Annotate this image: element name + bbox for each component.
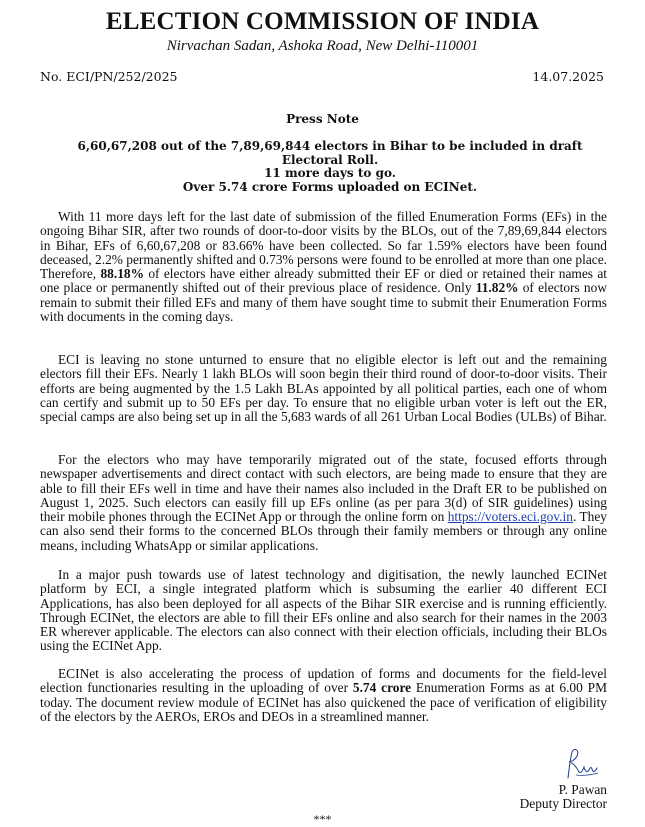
voters-portal-link[interactable]: https://voters.eci.gov.in [447, 509, 573, 525]
paragraph-1 [40, 210, 607, 324]
document-title: ELECTION COMMISSION OF INDIA [105, 8, 540, 35]
signatory-name: P. Pawan [558, 782, 607, 797]
paragraph-5-text-b: Enumeration Forms as at 6.00 PM today. The document review module of ECINet has also quickened the pace of verification of eligibility of the electors by the AEROs, EROs and DEOs in a streamlined manner. [40, 680, 607, 724]
paragraph-5 [40, 667, 607, 724]
paragraph-5-bold-figure: 5.74 crore [352, 680, 412, 696]
paragraph-1-text-c: of electors now remain to submit their filled EFs and many of them have sought time to submit their Enumeration Forms with documents in the coming days. [40, 280, 607, 325]
office-address: Nirvachan Sadan, Ashoka Road, New Delhi-110001 [166, 38, 479, 54]
headline-line-1: 6,60,67,208 out of the 7,89,69,844 electors in Bihar to be included in draft Electoral Roll. [77, 139, 583, 167]
document-date: 14.07.2025 [532, 69, 604, 84]
paragraph-3 [40, 453, 607, 553]
paragraph-4: In a major push towards use of latest technology and digitisation, the newly launched ECINet platform by ECI, a single integrated platform which is subsuming the earlier 40 different ECI Applications, has also been deployed for all aspects of the Bihar SIR exercise and is running efficiently. Through ECINet, the electors are able to fill their EFs online and also search for their names in the 2003 ER wherever applicable. The electors can also connect with their election officials, including their BLOs using the ECINet App. [40, 567, 607, 654]
signatory-designation: Deputy Director [519, 796, 607, 811]
paragraph-1-bold-percent-a: 88.18% [100, 266, 145, 282]
paragraph-5-text-a: ECINet is also accelerating the process of updation of forms and documents for the field-level election functionaries resulting in the uploading of over [40, 666, 607, 696]
paragraph-1-bold-percent-b: 11.82% [475, 280, 519, 296]
headline-line-3: Over 5.74 crore Forms uploaded on ECINet. [182, 179, 478, 194]
handwritten-signature [560, 748, 600, 782]
press-note-label: Press Note [286, 112, 359, 126]
paragraph-1-text-b: of electors have either already submitted their EF or died or retained their names at one place or permanently shifted out of their previous place of residence. Only [40, 266, 608, 296]
headline-line-2: 11 more days to go. [264, 166, 396, 181]
headline [50, 140, 610, 194]
paragraph-3-text-b: . They can also send their forms to the concerned BLOs through their family members or through any online means, including WhatsApp or similar applications. [40, 509, 607, 553]
paragraph-1-text-a: With 11 more days left for the last date of submission of the filled Enumeration Forms (EFs) in the ongoing Bihar SIR, after two rounds of door-to-door visits by the BLOs, out of the 7,89,69,844 electors in Bihar, EFs of 6,60,67,208 or 83.66% have been collected. So far 1.59% electors have been found deceased, 2.2% permanently shifted and 0.73% persons were found to be enrolled at more than one place. Therefore, [40, 209, 607, 282]
signatory [520, 783, 607, 811]
paragraph-2: ECI is leaving no stone unturned to ensure that no eligible elector is left out and the remaining electors fill their EFs. Nearly 1 lakh BLOs will soon begin their third round of door-to-door visits. Their efforts are being augmented by the 1.5 Lakh BLAs appointed by all political parties, each one of whom can certify and submit up to 50 EFs per day. To ensure that no eligible urban voter is left out the ER, special camps are also being set up in all the 5,683 wards of all 261 Urban Local Bodies (ULBs) of Bihar. [40, 352, 607, 425]
end-mark: *** [313, 812, 332, 826]
paragraph-3-text-a: For the electors who may have temporarily migrated out of the state, focused efforts through newspaper advertisements and direct contact with such electors, are being made to ensure that they are able to fill their EFs well in time and have their names also included in the Draft ER to be published on August 1, 2025. Such electors can easily fill up EFs online (as per para 3(d) of SIR guidelines) using their mobile phones through the ECINet App or through the online form on [40, 452, 607, 525]
reference-number: No. ECI/PN/252/2025 [40, 69, 178, 84]
